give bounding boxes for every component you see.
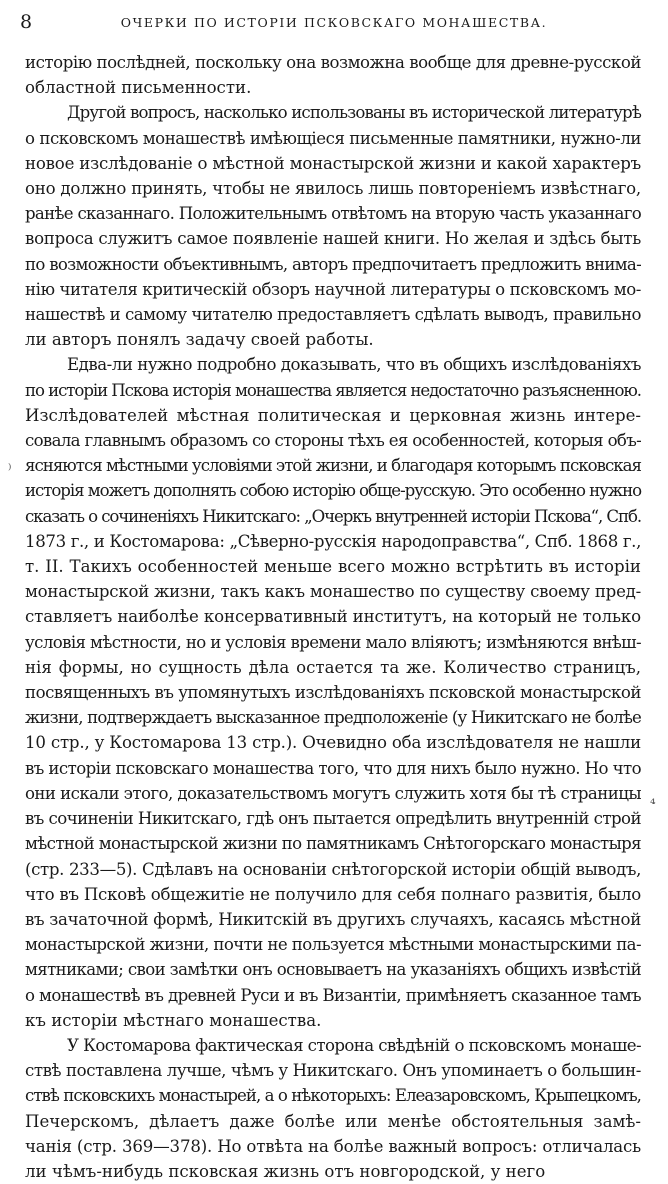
text-line bbox=[25, 705, 641, 730]
text-line bbox=[25, 151, 641, 176]
text-line-content: нашествѣ и самому читателю предоставляетъ сдѣлать выводъ, правильно bbox=[25, 305, 641, 325]
text-line-content: новое изслѣдованiе о мѣстной монастырской жизни и какой характеръ bbox=[25, 153, 641, 173]
text-line bbox=[25, 378, 641, 403]
text-line bbox=[25, 932, 641, 957]
text-line bbox=[25, 327, 641, 352]
text-line-content: ли авторъ понялъ задачу своей работы. bbox=[25, 330, 374, 350]
text-line bbox=[25, 756, 641, 781]
text-line-content: 1873 г., и Костомарова: „Сѣверно-русскiя народоправства“, Спб. 1868 г., bbox=[25, 531, 642, 551]
text-line bbox=[25, 730, 641, 755]
right-margin-mark: ₄ bbox=[650, 792, 656, 808]
text-line-content: 10 стр., у Костомарова 13 стр.). Очевидно оба изслѣдователя не нашли bbox=[25, 733, 642, 753]
text-line bbox=[25, 882, 641, 907]
text-line-content: въ зачаточной формѣ, Никитскiй въ другихъ случаяхъ, касаясь мѣстной bbox=[25, 909, 641, 929]
text-line bbox=[25, 453, 641, 478]
text-line-content: Изслѣдователей мѣстная политическая и церковная жизнь интере- bbox=[25, 405, 641, 425]
text-line bbox=[25, 504, 641, 529]
text-line-content: (стр. 233—5). Сдѣлавъ на основанiи снѣтогорской исторiи общiй выводъ, bbox=[25, 859, 642, 879]
text-line bbox=[25, 554, 641, 579]
text-line bbox=[25, 403, 641, 428]
text-line-content: мѣстной монастырской жизни по памятникамъ Снѣтогорскаго монастыря bbox=[25, 834, 642, 854]
text-line bbox=[25, 1083, 641, 1108]
text-line-content: о псковскомъ монашествѣ имѣющiеся письменные памятники, нужно-ли bbox=[25, 128, 641, 148]
text-line bbox=[25, 655, 641, 680]
text-line-content: въ исторiи псковскаго монашества того, что для нихъ было нужно. Но что bbox=[25, 758, 642, 778]
text-line bbox=[25, 201, 641, 226]
text-line bbox=[25, 100, 641, 125]
text-line-content: условiя мѣстности, но и условiя времени мало влiяютъ; измѣняются внѣш- bbox=[25, 632, 641, 652]
text-line-content: ствѣ поставлена лучше, чѣмъ у Никитскаго. Онъ упоминаетъ о большин- bbox=[25, 1061, 641, 1081]
text-line-content: посвященныхъ въ упомянутыхъ изслѣдованiяхъ псковской монастырской bbox=[25, 683, 641, 703]
text-line-content: ставляетъ наиболѣе консервативный институтъ, на который не только bbox=[25, 607, 641, 627]
text-line bbox=[25, 277, 641, 302]
left-margin-mark: ⁾ bbox=[8, 462, 12, 478]
text-line bbox=[25, 957, 641, 982]
text-line-content: монастырской жизни, такъ какъ монашество по существу своему пред- bbox=[25, 582, 641, 602]
text-line bbox=[25, 302, 641, 327]
text-line bbox=[25, 50, 641, 75]
page-header bbox=[20, 8, 648, 38]
text-line-content: монастырской жизни, почти не пользуется мѣстными монастырскими па- bbox=[25, 935, 641, 955]
text-line bbox=[25, 75, 641, 100]
body-text bbox=[25, 50, 641, 1184]
text-line bbox=[25, 428, 641, 453]
text-line-content: мятниками; свои замѣтки онъ основываетъ на указанiяхъ общихъ извѣстiй bbox=[25, 960, 642, 980]
text-line bbox=[25, 1033, 641, 1058]
text-line bbox=[25, 907, 641, 932]
text-line-content: они искали этого, доказательствомъ могутъ служить хотя бы тѣ страницы bbox=[25, 783, 641, 803]
text-line-content: т. II. Такихъ особенностей меньше всего можно встрѣтить въ исторiи bbox=[25, 557, 641, 577]
text-line bbox=[25, 478, 641, 503]
text-line bbox=[25, 579, 641, 604]
text-line-content: областной письменности. bbox=[25, 78, 252, 98]
text-line-content: жизни, подтверждаетъ высказанное предположенiе (у Никитскаго не болѣе bbox=[25, 708, 642, 728]
text-line bbox=[25, 252, 641, 277]
text-line-content: вопроса служитъ самое появленiе нашей книги. Но желая и здѣсь быть bbox=[25, 229, 641, 249]
text-line bbox=[25, 126, 641, 151]
text-line-content: чанiя (стр. 369—378). Но отвѣта на болѣе важный вопросъ: отличалась bbox=[25, 1136, 642, 1156]
text-line bbox=[25, 1008, 641, 1033]
text-line-content: оно должно принять, чтобы не явилось лишь повторенiемъ извѣстнаго, bbox=[25, 179, 641, 199]
text-line bbox=[25, 226, 641, 251]
text-line bbox=[25, 176, 641, 201]
text-line bbox=[25, 1134, 641, 1159]
text-line bbox=[25, 352, 641, 377]
text-line-content: Печерскомъ, дѣлаетъ даже болѣе или менѣе обстоятельныя замѣ- bbox=[25, 1111, 641, 1131]
text-line-content: что въ Псковѣ общежитiе не получило для себя полнаго развитiя, было bbox=[25, 884, 641, 904]
text-line-content: по исторiи Пскова исторiя монашества является недостаточно разъясненною. bbox=[25, 380, 641, 400]
text-line-content: Едва-ли нужно подробно доказывать, что въ общихъ изслѣдованiяхъ bbox=[67, 355, 641, 375]
text-line-content: ясняются мѣстными условiями этой жизни, и благодаря которымъ псковская bbox=[25, 456, 642, 476]
text-line-content: въ сочиненiи Никитскаго, гдѣ онъ пытается опредѣлить внутреннiй строй bbox=[25, 809, 642, 829]
text-line-content: ли чѣмъ-нибудь псковская жизнь отъ новгородской, у него bbox=[25, 1161, 546, 1181]
text-line-content: нiя формы, но сущность дѣла остается та же. Количество страницъ, bbox=[25, 657, 641, 677]
text-line-content: исторiю послѣдней, поскольку она возможна вообще для древне-русской bbox=[25, 53, 641, 72]
text-line bbox=[25, 857, 641, 882]
text-line bbox=[25, 1159, 641, 1184]
text-line bbox=[25, 781, 641, 806]
text-line bbox=[25, 1109, 641, 1134]
text-line bbox=[25, 529, 641, 554]
text-line-content: къ исторiи мѣстнаго монашества. bbox=[25, 1010, 322, 1030]
text-line-content: Другой вопросъ, насколько использованы въ исторической литературѣ bbox=[67, 103, 641, 123]
page-number: 8 bbox=[20, 11, 33, 33]
text-line-content: исторiя можетъ дополнять собою исторiю обще-русскую. Это особенно нужно bbox=[25, 481, 642, 501]
text-line bbox=[25, 680, 641, 705]
running-title: ОЧЕРКИ ПО ИСТОРIИ ПСКОВСКАГО МОНАШЕСТВА. bbox=[120, 15, 548, 30]
text-line bbox=[25, 1058, 641, 1083]
text-line-content: по возможности объективнымъ, авторъ предпочитаетъ предложить внима- bbox=[25, 254, 641, 274]
text-line-content: совала главнымъ образомъ со стороны тѣхъ ея особенностей, которыя объ- bbox=[25, 431, 641, 451]
text-line-content: о монашествѣ въ древней Руси и въ Византiи, примѣняетъ сказанное тамъ bbox=[25, 985, 641, 1005]
text-line bbox=[25, 806, 641, 831]
text-line-content: ранѣе сказаннаго. Положительнымъ отвѣтомъ на вторую часть указаннаго bbox=[25, 204, 641, 224]
text-line bbox=[25, 604, 641, 629]
text-line bbox=[25, 983, 641, 1008]
text-line-content: сказать о сочиненiяхъ Никитскаго: „Очеркъ внутренней исторiи Пскова“, Спб. bbox=[25, 506, 641, 526]
text-line-content: ствѣ псковскихъ монастырей, а о нѣкоторыхъ: Елеазаровскомъ, Крыпецкомъ, bbox=[25, 1086, 641, 1106]
text-line-content: нiю читателя критическiй обзоръ научной литературы о псковскомъ мо- bbox=[25, 279, 641, 299]
text-line bbox=[25, 630, 641, 655]
text-line bbox=[25, 831, 641, 856]
text-line-content: У Костомарова фактическая сторона свѣдѣнiй о псковскомъ монаше- bbox=[67, 1035, 642, 1055]
